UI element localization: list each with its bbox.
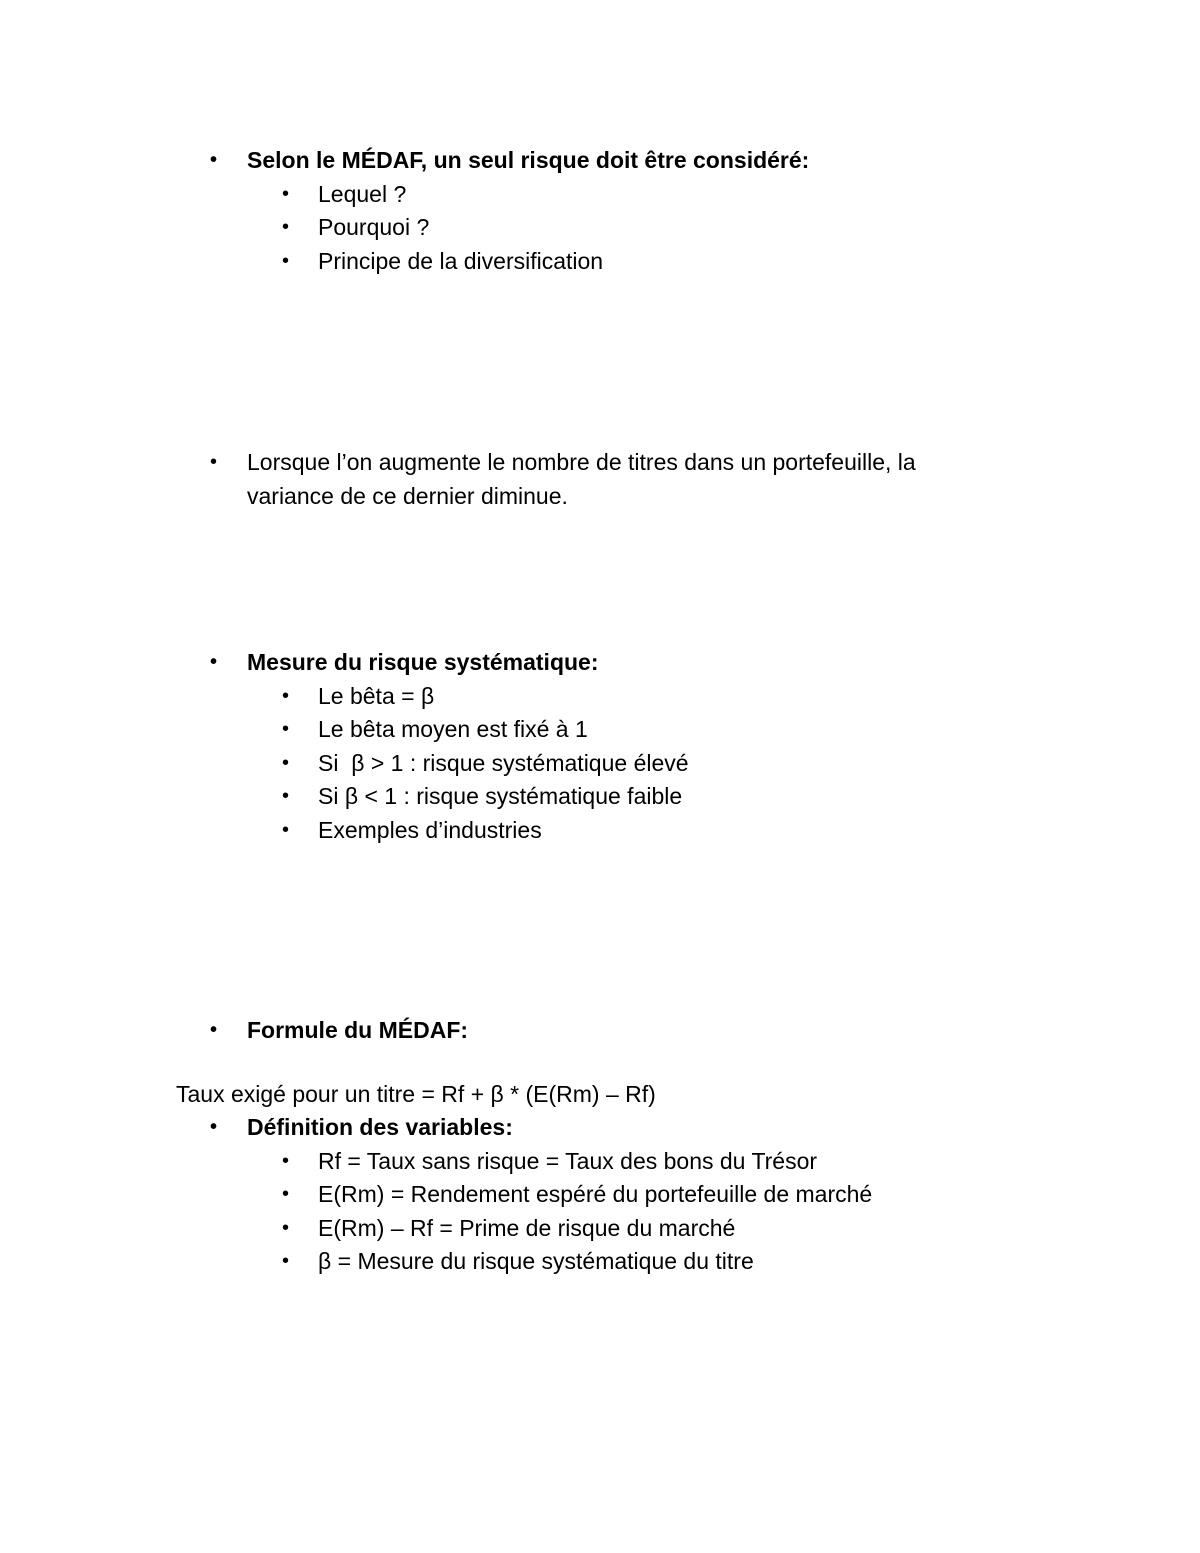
paragraph-text: Lorsque l’on augmente le nombre de titres dans un portefeuille, la variance de ce dernier diminue.	[247, 449, 916, 509]
section-medaf-formula	[0, 1014, 1200, 1279]
section-heading: Mesure du risque systématique:	[247, 649, 599, 675]
list-item	[0, 1145, 1200, 1179]
list-item	[0, 1212, 1200, 1246]
bullet-icon: •	[282, 1216, 290, 1239]
list-item	[0, 178, 1200, 212]
list-item-text: Pourquoi ?	[318, 214, 430, 240]
list-item-text: Exemples d’industries	[318, 816, 542, 843]
bullet-icon: •	[282, 785, 290, 807]
list-item	[0, 245, 1200, 279]
list-item-text: E(Rm) = Rendement espéré du portefeuille de marché	[318, 1181, 873, 1207]
list-item-text: Si β < 1 : risque systématique faible	[318, 783, 683, 809]
list-item	[0, 780, 1200, 814]
list-item-text: Rf = Taux sans risque = Taux des bons du Trésor	[318, 1147, 818, 1174]
list-item	[0, 680, 1200, 714]
list-item	[0, 1245, 1200, 1279]
list-item	[0, 1178, 1200, 1212]
list-item-text: Si β > 1 : risque systématique élevé	[318, 749, 689, 776]
bullet-icon: •	[282, 751, 290, 774]
section-medaf-risk	[0, 144, 1200, 278]
bullet-icon: •	[282, 216, 290, 238]
bullet-icon: •	[282, 1149, 290, 1172]
bullet-icon: •	[282, 182, 290, 205]
list-item	[0, 747, 1200, 781]
list-item-heading	[0, 144, 1200, 178]
list-item-text: Le bêta = β	[318, 682, 435, 709]
bullet-icon: •	[210, 1116, 218, 1138]
list-item-heading	[0, 646, 1200, 680]
bullet-icon: •	[282, 1250, 290, 1272]
list-item-subheading	[0, 1111, 1200, 1145]
section-heading: Formule du MÉDAF:	[247, 1017, 469, 1043]
list-item-heading	[0, 1014, 1200, 1048]
bullet-icon: •	[210, 149, 218, 171]
bullet-icon: •	[210, 651, 218, 673]
formula-line: Taux exigé pour un titre = Rf + β * (E(Rm) – Rf)	[176, 1080, 656, 1107]
section-subheading: Définition des variables:	[247, 1114, 513, 1140]
bullet-icon: •	[282, 1183, 290, 1205]
bullet-icon: •	[282, 718, 290, 740]
list-item-text: β = Mesure du risque systématique du titre	[318, 1248, 754, 1274]
bullet-icon: •	[210, 451, 218, 473]
bullet-icon: •	[282, 818, 290, 841]
list-item	[0, 814, 1200, 848]
list-item	[0, 713, 1200, 747]
list-item	[0, 446, 987, 513]
list-item-text: Le bêta moyen est fixé à 1	[318, 716, 588, 742]
bullet-icon: •	[282, 684, 290, 707]
list-item-text: Principe de la diversification	[318, 247, 604, 274]
list-item-text: Lequel ?	[318, 180, 407, 207]
section-diversification	[0, 446, 1200, 513]
section-systematic-risk	[0, 646, 1200, 847]
list-item	[0, 211, 1200, 245]
bullet-icon: •	[282, 249, 290, 272]
bullet-icon: •	[210, 1019, 218, 1041]
section-heading: Selon le MÉDAF, un seul risque doit être considéré:	[247, 147, 810, 173]
list-item-text: E(Rm) – Rf = Prime de risque du marché	[318, 1214, 736, 1241]
